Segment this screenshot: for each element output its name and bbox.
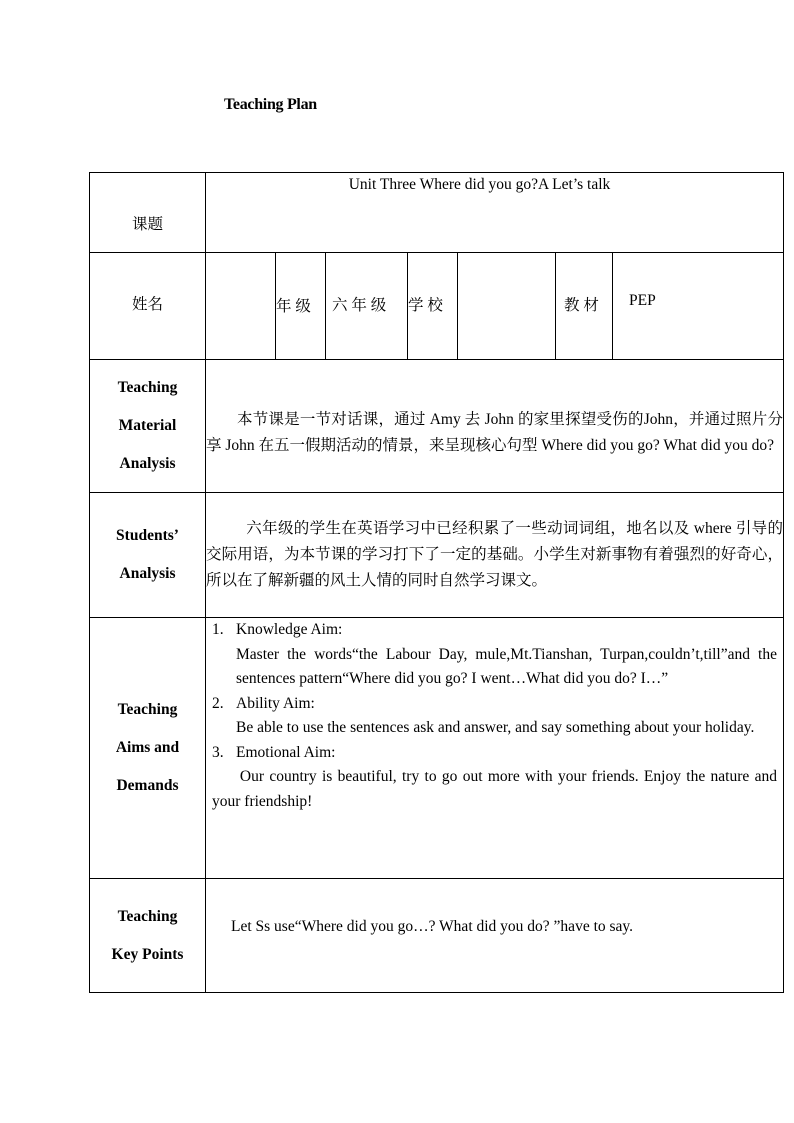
aim-heading: Ability Aim: xyxy=(236,694,315,712)
material-label-text: 教 材 xyxy=(564,297,599,314)
material-analysis-text: 本节课是一节对话课，通过 Amy 去 John 的家里探望受伤的John，并通过照片分享 John 在五一假期活动的情景，来呈现核心句型 Where did you go? What did you do? xyxy=(206,360,784,493)
material-label xyxy=(556,253,613,360)
key-points-row xyxy=(90,879,784,993)
aim-item xyxy=(212,618,777,692)
grade-value-text: 六 年 级 xyxy=(332,297,387,314)
aims-row xyxy=(90,618,784,879)
name-value xyxy=(206,253,276,360)
aims-content xyxy=(206,618,784,879)
label-line: Aims and xyxy=(115,739,180,756)
aim-heading: Emotional Aim: xyxy=(236,743,336,761)
material-analysis-row xyxy=(90,360,784,493)
grade-label xyxy=(276,253,326,360)
school-label-text: 学 校 xyxy=(408,297,443,314)
material-analysis-label xyxy=(90,360,206,493)
aim-closing: Our country is beautiful, try to go out more with your friends. Enjoy the nature and your friendship! xyxy=(212,768,777,810)
label-line: Teaching xyxy=(117,379,178,396)
topic-label: 课题 xyxy=(90,173,206,253)
aim-body: Master the words“the Labour Day, mule,Mt.Tianshan, Turpan,couldn’t,till”and the sentences pattern“Where did you go? I went…What did you do? I…” xyxy=(236,645,777,687)
label-line: Analysis xyxy=(119,455,176,472)
name-label: 姓名 xyxy=(90,253,206,360)
aim-item xyxy=(212,692,777,741)
aim-heading: Knowledge Aim: xyxy=(236,621,343,638)
school-label xyxy=(408,253,458,360)
teaching-plan-table xyxy=(89,172,784,993)
label-line: Demands xyxy=(116,777,179,794)
aim-item xyxy=(212,741,777,766)
aim-number: 2. xyxy=(212,694,224,712)
label-line: Analysis xyxy=(119,565,176,582)
students-analysis-row xyxy=(90,493,784,618)
school-value xyxy=(458,253,556,360)
aims-list xyxy=(206,618,783,814)
key-points-label xyxy=(90,879,206,993)
topic-row xyxy=(90,173,784,253)
label-line: Material xyxy=(118,417,177,434)
label-line: Key Points xyxy=(111,945,184,963)
topic-value: Unit Three Where did you go?A Let’s talk xyxy=(206,173,784,253)
aim-body: Be able to use the sentences ask and answer, and say something about your holiday. xyxy=(236,719,755,736)
students-analysis-label xyxy=(90,493,206,618)
grade-label-text: 年 级 xyxy=(276,298,311,315)
page-title: Teaching Plan xyxy=(224,96,317,113)
label-line: Teaching xyxy=(117,907,178,925)
label-line: Teaching xyxy=(117,701,178,718)
aim-number: 1. xyxy=(212,621,224,638)
material-value: PEP xyxy=(613,253,784,360)
students-analysis-text: 六年级的学生在英语学习中已经积累了一些动词词组，地名以及 where 引导的交际用语，为本节课的学习打下了一定的基础。小学生对新事物有着强烈的好奇心，所以在了解新疆的风土人情的同时自然学习课文。 xyxy=(206,493,784,618)
info-row xyxy=(90,253,784,360)
aim-number: 3. xyxy=(212,743,224,761)
label-line: Students’ xyxy=(116,527,179,544)
aims-label xyxy=(90,618,206,879)
grade-value xyxy=(326,253,408,360)
key-points-text: Let Ss use“Where did you go…? What did you do? ”have to say. xyxy=(206,879,784,993)
